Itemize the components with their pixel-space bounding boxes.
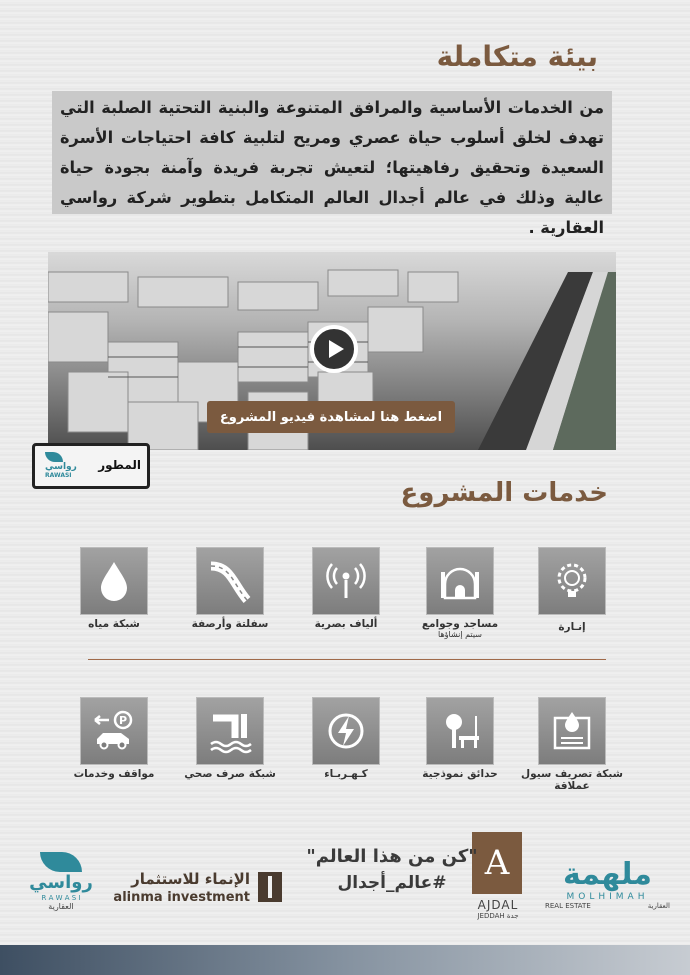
svg-text:P: P [119, 714, 128, 727]
lightbulb-gear-icon [538, 547, 606, 615]
service-label-lighting: إنـارة [558, 621, 586, 633]
service-label-parking: مواقف وخدمات [73, 768, 155, 780]
project-video-thumbnail[interactable] [48, 252, 616, 450]
campaign-slogan: "كن من هذا العالم" #عالم_أجدال [306, 846, 478, 893]
watch-video-button[interactable]: اضغط هنا لمشاهدة فيديو المشروع [207, 401, 455, 433]
service-label-gardens: حدائق نموذجية [422, 768, 498, 780]
service-label-water: شبكة مياه [88, 618, 140, 630]
molhimah-logo: ملهمة MOLHIMAH REAL ESTATE العقارية [545, 857, 670, 910]
water-drop-icon [80, 547, 148, 615]
garden-bench-icon [426, 697, 494, 765]
service-label-fiber: ألياف بصرية [314, 618, 378, 630]
electricity-icon [312, 697, 380, 765]
intro-paragraph: من الخدمات الأساسية والمرافق المتنوعة والبنية التحتية الصلبة التي تهدف لخلق أسلوب حياة عصري ومريح لتلبية كافة احتياجات الأسرة السعيدة وتحقيق رفاهيتها؛ لتعيش تجربة فريدة وآمنة بجودة حياة عالية وذلك في عالم أجدال العالم المتكامل بتطوير شركة رواسي العقارية . [52, 91, 612, 214]
rawasi-logo: رواسي R A W A S I العقارية [26, 852, 96, 927]
ajdal-logo: A AJDAL JEDDAH جدة [472, 832, 524, 927]
section-title-environment: بيئة متكاملة [436, 40, 598, 73]
section-title-services: خدمات المشروع [400, 478, 608, 508]
developer-badge [32, 443, 150, 489]
drain-icon [538, 697, 606, 765]
service-label-mosques: مساجد وجوامع سيتم إنشاؤها [421, 618, 499, 639]
mosque-icon [426, 547, 494, 615]
service-label-electricity: كـهـربـاء [324, 768, 368, 780]
rawasi-small-logo: رواسي RAWASI [45, 452, 93, 482]
pipe-icon [196, 697, 264, 765]
developer-label: المطور [98, 458, 141, 472]
service-label-roads: سفلتة وأرصفة [191, 618, 269, 630]
footer-bar [0, 945, 690, 975]
alinma-logo: الإنماء للاستثمار alinma investment [122, 870, 282, 910]
service-label-sewage: شبكة صرف صحي [184, 768, 276, 780]
antenna-icon [312, 547, 380, 615]
service-label-flood-drainage: شبكة تصريف سيول عملاقة [521, 768, 623, 792]
play-icon[interactable] [310, 325, 358, 373]
services-divider [88, 659, 606, 660]
road-icon [196, 547, 264, 615]
parking-car-icon [80, 697, 148, 765]
